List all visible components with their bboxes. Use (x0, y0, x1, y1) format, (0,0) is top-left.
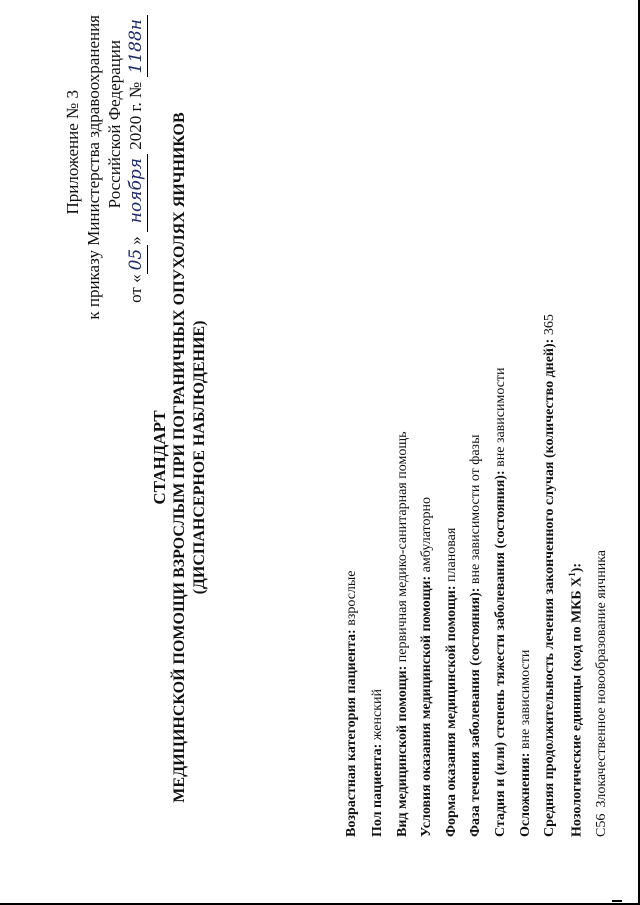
order-day: 05 (126, 245, 148, 275)
field-sex: Пол пациента: женский (370, 689, 385, 837)
document-title (150, 10, 210, 905)
field-nosological-units: Нозологические единицы (код по МКБ $X^1$): (567, 562, 585, 837)
rotated-document-page (0, 10, 625, 905)
order-attachment-block (62, 0, 148, 435)
field-care-type: Вид медицинской помощи: первичная медико-санитарная помощь (395, 431, 410, 837)
diagnosis-name: Злокачественное новообразование яичника (594, 550, 609, 808)
diagnosis-code: C56 (594, 813, 609, 837)
field-disease-phase: Фаза течения заболевания (состояния): вне зависимости от фазы (468, 434, 483, 837)
field-care-conditions: Условия оказания медицинской помощи: амбулаторно (419, 497, 434, 837)
order-number: 1188н (126, 15, 148, 77)
field-complications: Осложнения: вне зависимости (518, 649, 533, 837)
title-standard: СТАНДАРТ (150, 410, 169, 505)
field-age-category: Возрастная категория пациента: взрослые (344, 570, 359, 837)
title-observation: (ДИСПАНСЕРНОЕ НАБЛЮДЕНИЕ) (191, 320, 208, 595)
order-reference: к приказу Министерства здравоохранения (84, 15, 103, 320)
diagnosis-row (594, 550, 610, 837)
title-subject: МЕДИЦИНСКОЙ ПОМОЩИ ВЗРОСЛЫМ ПРИ ПОГРАНИЧНЫХ ОПУХОЛЯХ ЯИЧНИКОВ (171, 112, 188, 803)
attachment-number: Приложение № 3 (63, 90, 82, 215)
field-disease-stage: Стадия и (или) степень тяжести заболевания (состояния): вне зависимости (493, 367, 508, 837)
order-year: 2020 г. № (126, 81, 145, 150)
order-month: ноября (126, 154, 148, 232)
field-care-form: Форма оказания медицинской помощи: плановая (444, 527, 459, 837)
order-country: Российской Федерации (105, 40, 124, 209)
order-date-line: от «05» ноября 2020 г. № 1188н (125, 15, 148, 435)
field-treatment-duration: Средняя продолжительность лечения законченного случая (количество дней): 365 (542, 314, 557, 837)
